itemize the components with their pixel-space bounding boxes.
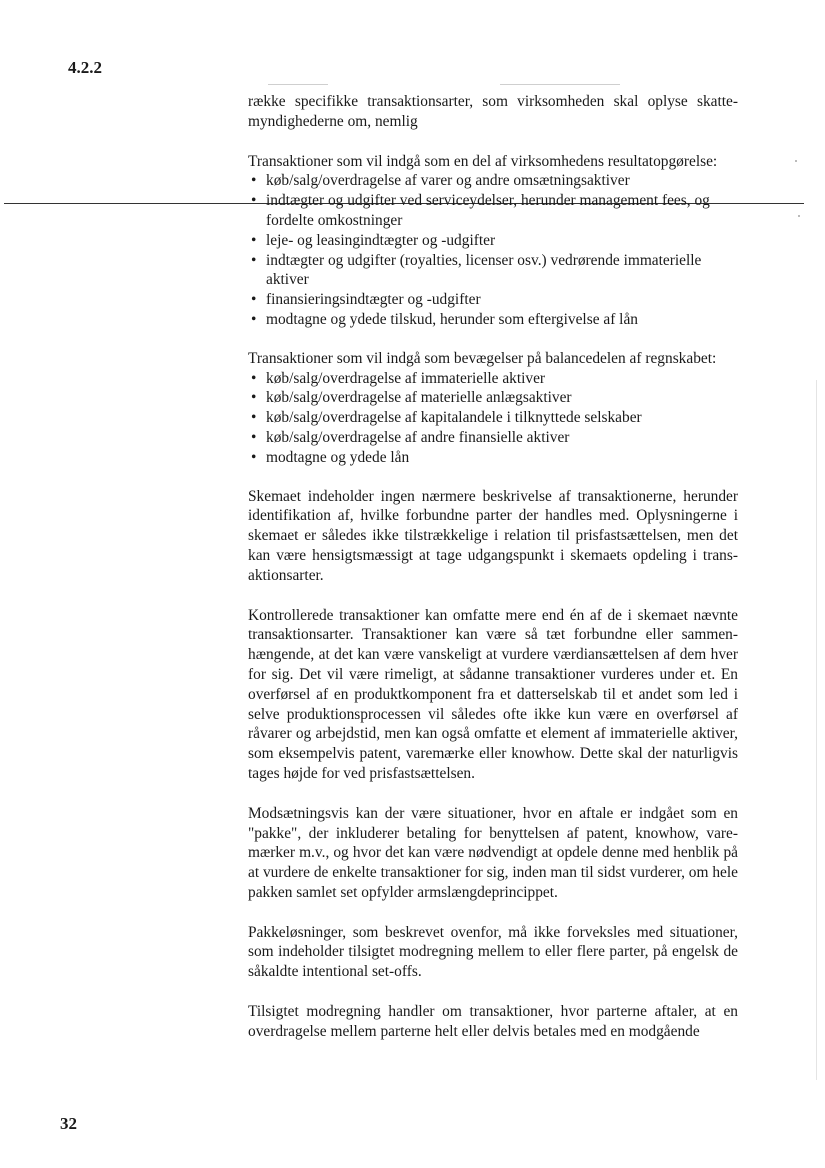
paragraph: Kontrollerede transaktioner kan omfatte mere end én af de i skemaet nævnte transaktionsarter. Transaktioner kan være så tæt forbundne eller sammenhængende, at det kan være vanskeligt at vurdere værdiansættelsen af dem hver for sig. Det vil være rimeligt, at sådanne transaktioner vurderes under et. En overførsel af en produktkomponent fra et datterselskab til et andet som led i selve produktionsprocessen vil således ofte ikke kun være en overførsel af råvarer og arbejdstid, men kan også omfatte et element af immaterielle aktiver, som eksempelvis patent, varemærke eller knowhow. Dette skal der naturligvis tages højde for ved prisfastsættelsen. xyxy=(248,606,738,782)
intro-paragraph: række specifikke transaktionsarter, som virksomheden skal oplyse skattemyndighederne om, nemlig xyxy=(248,93,738,130)
list-item: • køb/salg/overdragelse af immaterielle aktiver xyxy=(248,369,738,389)
income-statement-list xyxy=(248,171,738,329)
list-item: • leje- og leasingindtægter og -udgifter xyxy=(248,231,738,251)
paragraph: Tilsigtet modregning handler om transaktioner, hvor parterne aftaler, at en overdragelse mellem parterne helt eller delvis betales med en modgående xyxy=(248,1003,738,1040)
scan-speck xyxy=(798,215,800,217)
scan-artifact-line xyxy=(500,84,620,85)
paragraph: Pakkeløsninger, som beskrevet ovenfor, må ikke forveksles med situationer, som indeholder tilsigtet modregning mellem to eller flere parter, på engelsk de såkaldte intentional set-offs. xyxy=(248,923,738,981)
list-item: • køb/salg/overdragelse af varer og andre omsætningsaktiver xyxy=(248,171,738,191)
list1-heading: Transaktioner som vil indgå som en del af virksomhedens resultatopgørelse: xyxy=(248,152,718,170)
scan-speck xyxy=(795,160,797,162)
scan-artifact-line xyxy=(268,84,328,85)
list-item: • modtagne og ydede tilskud, herunder som eftergivelse af lån xyxy=(248,310,738,330)
paragraph: Modsætningsvis kan der være situationer, hvor en aftale er indgået som en "pakke", der inkluderer betaling for benyttelsen af patent, knowhow, varemærker m.v., og hvor det kan være nødvendigt at opdele denne med henblik på at vurdere de enkelte transaktioner for sig, inden man til sidst vurderer, om hele pakken samlet set opfylder armslængdeprincippet. xyxy=(248,804,738,901)
balance-sheet-list xyxy=(248,369,738,468)
page-number: 32 xyxy=(60,1114,77,1133)
section-number: 4.2.2 xyxy=(68,58,102,77)
list-item: • køb/salg/overdragelse af kapitalandele i tilknyttede selskaber xyxy=(248,408,738,428)
list2-heading: Transaktioner som vil indgå som bevægelser på balancedelen af regnskabet: xyxy=(248,349,717,367)
list-item: • køb/salg/overdragelse af andre finansielle aktiver xyxy=(248,428,738,448)
scan-edge-mark xyxy=(816,380,817,1080)
list-item: • indtægter og udgifter (royalties, licenser osv.) vedrørende immaterielle aktiver xyxy=(248,251,738,291)
body-text xyxy=(248,92,738,1062)
list-item: • finansieringsindtægter og -udgifter xyxy=(248,290,738,310)
list-item: • køb/salg/overdragelse af materielle anlægsaktiver xyxy=(248,388,738,408)
list-item: • indtægter og udgifter ved serviceydelser, herunder management fees, og fordelte omkostninger xyxy=(248,191,738,231)
paragraph: Skemaet indeholder ingen nærmere beskrivelse af transaktionerne, herunder identifikation af, hvilke forbundne parter der handles med. Oplysningerne i skemaet er således ikke tilstrækkelige i relation til prisfastsættelsen, men det kan være hensigtsmæssigt at tage udgangspunkt i skemaets opdeling i transaktionsarter. xyxy=(248,487,738,584)
list-item: • modtagne og ydede lån xyxy=(248,448,738,468)
